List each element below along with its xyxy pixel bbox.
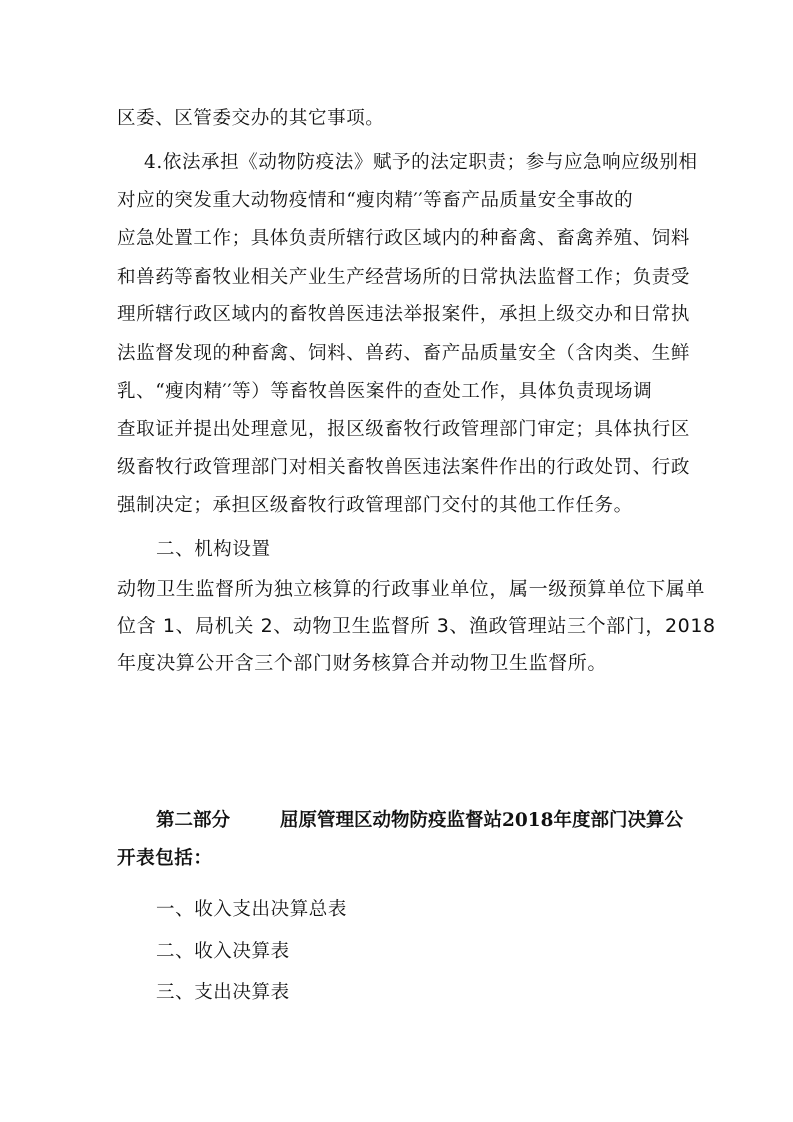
paragraph-line: 动物卫生监督所为独立核算的行政事业单位，属一级预算单位下属单 <box>117 578 706 600</box>
paragraph-line: 查取证并提出处理意见，报区级畜牧行政管理部门审定；具体执行区 <box>117 419 691 440</box>
paragraph-line: 区委、区管委交办的其它事项。 <box>117 108 385 129</box>
paragraph-line: 年度决算公开含三个部门财务核算合并动物卫生监督所。 <box>117 652 608 674</box>
list-item: 三、支出决算表 <box>156 982 290 1003</box>
part-heading <box>156 809 683 833</box>
paragraph-line: 和兽药等畜牧业相关产业生产经营场所的日常执法监督工作；负责受 <box>117 267 691 288</box>
paragraph-line: 4.依法承担《动物防疫法》赋予的法定职责；参与应急响应级别相 <box>144 152 698 173</box>
paragraph-line: 法监督发现的种畜禽、饲料、兽药、畜产品质量安全（含肉类、生鲜 <box>117 343 691 364</box>
paragraph-line: 级畜牧行政管理部门对相关畜牧兽医违法案件作出的行政处罚、行政 <box>117 457 691 478</box>
part-title: 屈原管理区动物防疫监督站2018年度部门决算公 <box>280 810 684 831</box>
part-title-continued: 开表包括： <box>117 848 213 869</box>
part-label: 第二部分 <box>156 810 231 831</box>
section-heading: 二、机构设置 <box>156 539 271 560</box>
paragraph-line: 对应的突发重大动物疫情和“瘦肉精′′等畜产品质量安全事故的 <box>117 190 634 211</box>
list-item: 二、收入决算表 <box>156 941 290 962</box>
paragraph-line: 理所辖行政区域内的畜牧兽医违法举报案件，承担上级交办和日常执 <box>117 304 691 325</box>
list-item: 一、收入支出决算总表 <box>156 899 348 920</box>
paragraph-line: 应急处置工作；具体负责所辖行政区域内的种畜禽、畜禽养殖、饲料 <box>117 228 691 249</box>
paragraph-line: 位含 1、局机关 2、动物卫生监督所 3、渔政管理站三个部门，2018 <box>117 615 716 637</box>
paragraph-line: 乳、“瘦肉精′′等）等畜牧兽医案件的查处工作，具体负责现场调 <box>117 381 653 402</box>
paragraph-line: 强制决定；承担区级畜牧行政管理部门交付的其他工作任务。 <box>117 495 633 516</box>
